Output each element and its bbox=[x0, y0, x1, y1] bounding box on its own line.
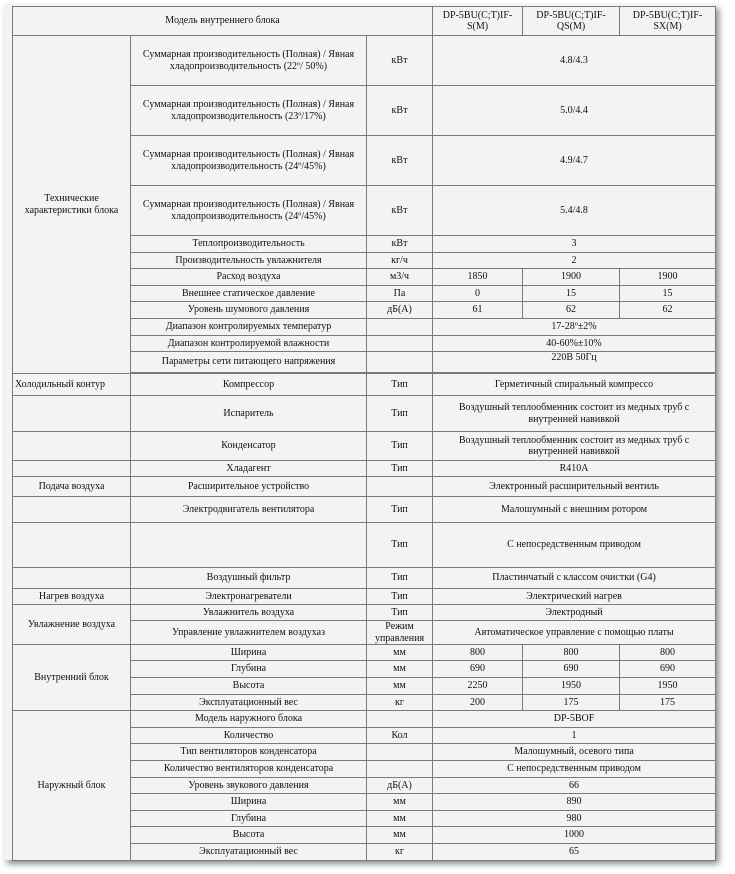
unit-label: мм bbox=[367, 811, 433, 827]
value-cell: С непосредственным приводом bbox=[433, 761, 716, 778]
value-cell: 220В 50Гц bbox=[433, 352, 716, 373]
param-label: Суммарная производительность (Полная) / Явная хладопроизводительность (22º/ 50%) bbox=[131, 36, 367, 86]
param-label: Уровень звукового давления bbox=[131, 778, 367, 794]
value-cell: 4.9/4.7 bbox=[433, 136, 716, 186]
unit-label: мм bbox=[367, 827, 433, 844]
unit-label: Режим управления bbox=[367, 621, 433, 645]
group-label: Внутренний блок bbox=[13, 645, 131, 711]
unit-label: Тип bbox=[367, 461, 433, 477]
value-cell: 690 bbox=[620, 661, 716, 678]
value-cell: Воздушный теплообменник состоит из медных труб с внутренней навивкой bbox=[433, 432, 716, 461]
value-cell: Малошумный с внешним ротором bbox=[433, 497, 716, 523]
value-cell: Пластинчатый с классом очистки (G4) bbox=[433, 568, 716, 589]
unit-label: кВт bbox=[367, 86, 433, 136]
value-cell: 2250 bbox=[433, 678, 523, 695]
model-header: DP-5BU(C;T)IF-S(M) bbox=[433, 7, 523, 36]
param-label: Суммарная производительность (Полная) / Явная хладопроизводительность (24º/45%) bbox=[131, 186, 367, 236]
group-label: Подача воздуха bbox=[13, 477, 131, 497]
value-cell: 65 bbox=[433, 844, 716, 861]
table-row bbox=[13, 497, 716, 523]
param-label: Внешнее статическое давление bbox=[131, 286, 367, 302]
param-label bbox=[131, 523, 367, 568]
value-cell: Электрический нагрев bbox=[433, 589, 716, 605]
param-label: Диапазон контролируемых температур bbox=[131, 319, 367, 336]
param-label: Конденсатор bbox=[131, 432, 367, 461]
value-cell: 1900 bbox=[620, 269, 716, 286]
unit-label bbox=[367, 352, 433, 373]
unit-label: Тип bbox=[367, 497, 433, 523]
unit-label: мм bbox=[367, 661, 433, 678]
unit-label: мм bbox=[367, 645, 433, 661]
table-row bbox=[13, 36, 716, 86]
value-cell: DP-5BOF bbox=[433, 711, 716, 728]
empty-cell bbox=[13, 568, 131, 589]
param-label: Количество bbox=[131, 728, 367, 744]
table-row bbox=[13, 374, 716, 396]
value-cell: 175 bbox=[523, 695, 620, 711]
empty-cell bbox=[13, 432, 131, 461]
table-row bbox=[13, 461, 716, 477]
value-cell: Электродный bbox=[433, 605, 716, 621]
value-cell: 690 bbox=[433, 661, 523, 678]
value-cell: 800 bbox=[523, 645, 620, 661]
unit-label: Тип bbox=[367, 374, 433, 396]
param-label: Эксплуатационный вес bbox=[131, 695, 367, 711]
param-label: Расход воздуха bbox=[131, 269, 367, 286]
table-row bbox=[13, 711, 716, 728]
value-cell: 15 bbox=[620, 286, 716, 302]
value-cell: 2 bbox=[433, 253, 716, 269]
group-label: Нагрев воздуха bbox=[13, 589, 131, 605]
unit-label: кВт bbox=[367, 136, 433, 186]
table-row bbox=[13, 432, 716, 461]
table-row bbox=[13, 645, 716, 661]
model-header: DP-5BU(C;T)IF-SX(M) bbox=[620, 7, 716, 36]
spec-sheet bbox=[4, 4, 716, 860]
value-cell: 690 bbox=[523, 661, 620, 678]
unit-label: Тип bbox=[367, 523, 433, 568]
unit-label: кВт bbox=[367, 186, 433, 236]
value-cell: 1 bbox=[433, 728, 716, 744]
unit-label bbox=[367, 761, 433, 778]
value-cell: Герметичный спиральный компрессо bbox=[433, 374, 716, 396]
header-title: Модель внутреннего блока bbox=[13, 7, 433, 36]
value-cell: 800 bbox=[620, 645, 716, 661]
header-row bbox=[13, 7, 716, 36]
param-label: Воздушный фильтр bbox=[131, 568, 367, 589]
param-label: Диапазон контролируемой влажности bbox=[131, 336, 367, 352]
value-cell: 40-60%±10% bbox=[433, 336, 716, 352]
param-label: Расширительное устройство bbox=[131, 477, 367, 497]
group-label: Увлажнение воздуха bbox=[13, 605, 131, 645]
value-cell: 62 bbox=[620, 302, 716, 319]
param-label: Теплопроизводительность bbox=[131, 236, 367, 253]
param-label: Электродвигатель вентилятора bbox=[131, 497, 367, 523]
group-label: Наружный блок bbox=[13, 711, 131, 861]
param-label: Количество вентиляторов конденсатора bbox=[131, 761, 367, 778]
param-label: Электронагреватели bbox=[131, 589, 367, 605]
value-cell: Электронный расширительный вентиль bbox=[433, 477, 716, 497]
unit-label: кг/ч bbox=[367, 253, 433, 269]
value-cell: 61 bbox=[433, 302, 523, 319]
value-cell: 17-28º±2% bbox=[433, 319, 716, 336]
value-cell: 0 bbox=[433, 286, 523, 302]
value-cell: 1900 bbox=[523, 269, 620, 286]
table-row bbox=[13, 605, 716, 621]
value-cell: Малошумный, осевого типа bbox=[433, 744, 716, 761]
param-label: Ширина bbox=[131, 794, 367, 811]
group-label: Холодильный контур bbox=[13, 374, 131, 396]
value-cell: 200 bbox=[433, 695, 523, 711]
param-label: Уровень шумового давления bbox=[131, 302, 367, 319]
param-label: Модель наружного блока bbox=[131, 711, 367, 728]
unit-label: Кол bbox=[367, 728, 433, 744]
param-label: Производительность увлажнителя bbox=[131, 253, 367, 269]
param-label: Суммарная производительность (Полная) / Явная хладопроизводительность (23º/17%) bbox=[131, 86, 367, 136]
value-cell: 66 bbox=[433, 778, 716, 794]
unit-label bbox=[367, 711, 433, 728]
unit-label: мм bbox=[367, 794, 433, 811]
param-label: Увлажнитель воздуха bbox=[131, 605, 367, 621]
param-label: Эксплуатационный вес bbox=[131, 844, 367, 861]
unit-label: дБ(А) bbox=[367, 302, 433, 319]
value-cell: Воздушный теплообменник состоит из медных труб с внутренней навивкой bbox=[433, 396, 716, 432]
param-label: Компрессор bbox=[131, 374, 367, 396]
param-label: Суммарная производительность (Полная) / Явная хладопроизводительность (24º/45%) bbox=[131, 136, 367, 186]
unit-label: Тип bbox=[367, 432, 433, 461]
group-label: Технические характеристики блока bbox=[13, 36, 131, 374]
table-row bbox=[13, 568, 716, 589]
unit-label: кг bbox=[367, 844, 433, 861]
value-cell: 800 bbox=[433, 645, 523, 661]
table-row bbox=[13, 396, 716, 432]
value-cell: 4.8/4.3 bbox=[433, 36, 716, 86]
param-label: Испаритель bbox=[131, 396, 367, 432]
unit-label: Тип bbox=[367, 568, 433, 589]
param-label: Глубина bbox=[131, 811, 367, 827]
value-cell: 1000 bbox=[433, 827, 716, 844]
model-header: DP-5BU(C;T)IF-QS(M) bbox=[523, 7, 620, 36]
table-row bbox=[13, 523, 716, 568]
unit-label: Па bbox=[367, 286, 433, 302]
param-label: Высота bbox=[131, 827, 367, 844]
empty-cell bbox=[13, 497, 131, 523]
param-label: Ширина bbox=[131, 645, 367, 661]
unit-label: Тип bbox=[367, 589, 433, 605]
value-cell: 5.0/4.4 bbox=[433, 86, 716, 136]
unit-label: мм bbox=[367, 678, 433, 695]
param-label: Хладагент bbox=[131, 461, 367, 477]
unit-label bbox=[367, 319, 433, 336]
unit-label bbox=[367, 477, 433, 497]
value-cell: 890 bbox=[433, 794, 716, 811]
unit-label: кВт bbox=[367, 236, 433, 253]
unit-label: кВт bbox=[367, 36, 433, 86]
param-label: Высота bbox=[131, 678, 367, 695]
param-label: Управление увлажнителем воздухаз bbox=[131, 621, 367, 645]
table-row bbox=[13, 477, 716, 497]
unit-label bbox=[367, 336, 433, 352]
value-cell: 1850 bbox=[433, 269, 523, 286]
param-label: Параметры сети питающего напряжения bbox=[131, 352, 367, 373]
value-cell: 175 bbox=[620, 695, 716, 711]
value-cell: 1950 bbox=[523, 678, 620, 695]
empty-cell bbox=[13, 396, 131, 432]
table-row bbox=[13, 589, 716, 605]
value-cell: 62 bbox=[523, 302, 620, 319]
unit-label: м3/ч bbox=[367, 269, 433, 286]
unit-label: Тип bbox=[367, 605, 433, 621]
spec-table bbox=[12, 6, 716, 861]
empty-cell bbox=[13, 523, 131, 568]
value-cell: 5.4/4.8 bbox=[433, 186, 716, 236]
unit-label bbox=[367, 744, 433, 761]
value-cell: Автоматическое управление с помощью платы bbox=[433, 621, 716, 645]
param-label: Глубина bbox=[131, 661, 367, 678]
empty-cell bbox=[13, 461, 131, 477]
unit-label: дБ(А) bbox=[367, 778, 433, 794]
param-label: Тип вентиляторов конденсатора bbox=[131, 744, 367, 761]
value-cell: С непосредственным приводом bbox=[433, 523, 716, 568]
unit-label: кг bbox=[367, 695, 433, 711]
value-cell: 3 bbox=[433, 236, 716, 253]
value-cell: 15 bbox=[523, 286, 620, 302]
unit-label: Тип bbox=[367, 396, 433, 432]
value-cell: 1950 bbox=[620, 678, 716, 695]
value-cell: 980 bbox=[433, 811, 716, 827]
value-cell: R410A bbox=[433, 461, 716, 477]
